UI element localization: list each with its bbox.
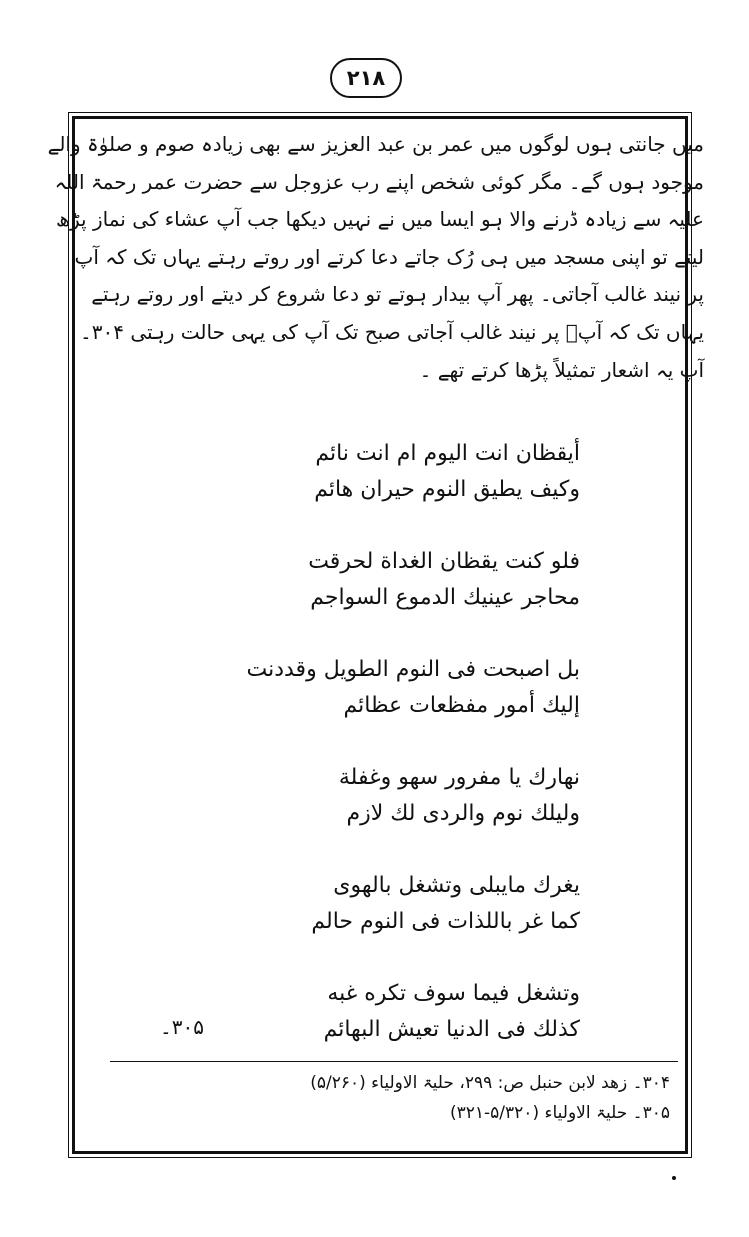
poem-verse: كذلك فى الدنيا تعيش البهائم — [323, 1017, 580, 1042]
prose-line: پر نیند غالب آجاتی۔ پھر آپ بیدار ہوتے تو دعا شروع کر دیتے اور روتے رہتے — [91, 282, 704, 307]
prose-line: آپ یہ اشعار تمثیلاً پڑھا کرتے تھے ۔ — [419, 357, 704, 382]
poem-verse: وكيف يطيق النوم حيران هائم — [314, 477, 580, 502]
poem-verse: وليلك نوم والردى لك لازم — [346, 801, 580, 826]
poem-verse: محاجر عينيك الدموع السواجم — [310, 585, 580, 610]
poem-verse: نهارك يا مفرور سهو وغفلة — [338, 765, 580, 790]
urdu-prose — [47, 126, 704, 389]
footnote-divider — [110, 1061, 678, 1062]
poem-reference: ۳۰۵۔ — [160, 1015, 204, 1039]
prose-line: موجود ہوں گے۔ مگر کوئی شخص اپنے رب عزوجل سے حضرت عمر رحمۃ اللہ — [54, 169, 704, 194]
poem-verse: بل اصبحت فى النوم الطويل وقددنت — [246, 657, 580, 682]
poem-verse: أيقظان انت اليوم ام انت نائم — [315, 441, 580, 466]
poem-couplet — [160, 868, 580, 940]
prose-line: علیہ سے زیادہ ڈرنے والا ہو ایسا میں نے نہیں دیکھا جب آپ عشاء کی نماز پڑھ — [56, 207, 704, 232]
footnote: ۳۰۴۔ زھد لابن حنبل ص: ۲۹۹، حلیۃ الاولیاء (۵/۲۶۰) — [310, 1073, 670, 1093]
poem-couplet — [160, 436, 580, 508]
page-number: ۲۱۸ — [330, 58, 402, 98]
footnotes — [200, 1068, 670, 1128]
poem-verse: كما غر باللذات فى النوم حالم — [311, 909, 580, 934]
poem-verse: فلو كنت يقظان الغداة لحرقت — [308, 549, 580, 574]
prose-line: یہاں تک کہ آپؒ پر نیند غالب آجاتی صبح تک آپ کی یہی حالت رہتی ۳۰۴۔ — [80, 319, 704, 344]
poem-verse: وتشغل فيما سوف تكره غبه — [327, 981, 580, 1006]
page-mark — [672, 1176, 676, 1180]
prose-line: میں جانتی ہوں لوگوں میں عمر بن عبد العزیز سے بھی زیادہ صوم و صلوٰۃ والے — [47, 132, 704, 156]
poem-verse: يغرك مايبلى وتشغل بالهوى — [333, 873, 580, 898]
poem-couplet — [160, 760, 580, 832]
poem-couplet — [160, 652, 580, 724]
arabic-poem — [160, 436, 580, 1048]
footnote: ۳۰۵۔ حلیۃ الاولیاء (۵/۳۲۰-۳۲۱) — [449, 1103, 670, 1123]
prose-line: لیتے تو اپنی مسجد میں ہی رُک جاتے دعا کرتے اور روتے رہتے یہاں تک کہ آپ — [74, 244, 704, 269]
poem-verse: إليك أمور مفظعات عظائم — [343, 693, 580, 718]
poem-couplet — [160, 544, 580, 616]
